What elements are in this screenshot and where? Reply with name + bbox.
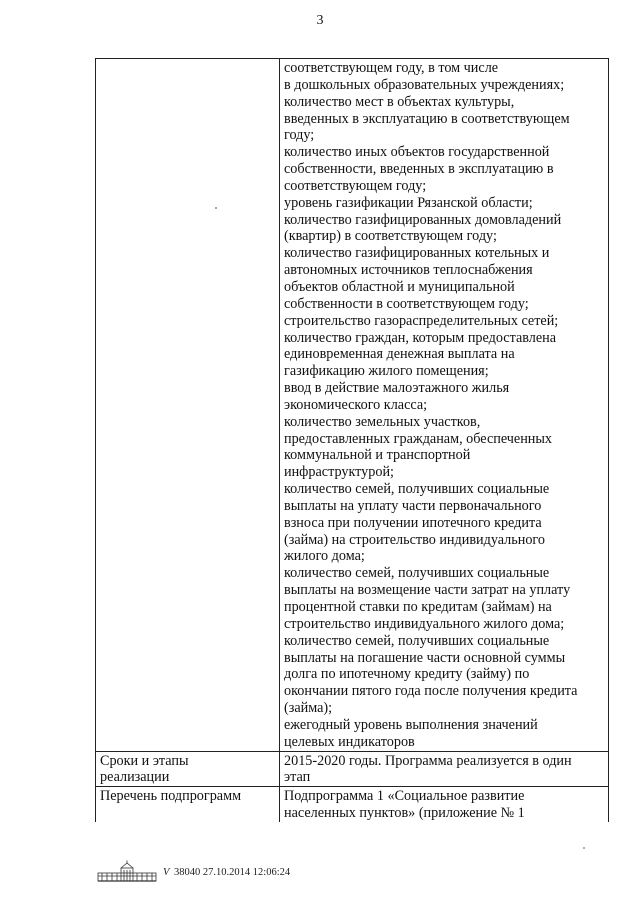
row-content-line: целевых индикаторов [284,733,415,750]
row-label-cell [96,751,280,787]
row-content-cell [280,787,609,822]
row-content-line: ввод в действие малоэтажного жилья [284,380,510,397]
page-number: 3 [316,13,324,28]
scan-speck [583,847,585,849]
row-content-line: ежегодный уровень выполнения значений [284,716,538,733]
row-content-line: строительство газораспределительных сетей; [284,312,559,329]
row-content-line: количество газифицированных домовладений [284,211,562,228]
row-label-cell [96,59,280,752]
row-content-line: автономных источников теплоснабжения [284,262,533,279]
row-content-line: единовременная денежная выплата на [284,346,515,363]
row-content-line: количество семей, получивших социальные [284,565,550,582]
row-content-line: выплаты на уплату части первоначального [284,497,542,514]
row-content-line: собственности, введенных в эксплуатацию в [284,161,554,178]
row-content-line: предоставленных гражданам, обеспеченных [284,430,553,447]
row-content-line: количество иных объектов государственной [284,144,550,161]
document-stamp-text [163,867,290,882]
document-footer [97,860,290,882]
row-content-line: введенных в эксплуатацию в соответствующем [284,110,570,127]
row-content-line: уровень газификации Рязанской области; [284,194,533,211]
row-content-line: собственности в соответствующем году; [284,295,529,312]
row-content-line: инфраструктурой; [284,464,394,481]
row-content-line: выплаты на погашение части основной суммы [284,649,566,666]
row-content-line: жилого дома; [284,548,365,565]
row-content-line: соответствующем году; [284,177,427,194]
row-content-line: (займа) на строительство индивидуального [284,531,545,548]
row-content-line: количество газифицированных котельных и [284,245,550,262]
row-content-line: соответствующем году, в том числе [284,60,499,76]
row-content-line: 2015-2020 годы. Программа реализуется в один [284,752,572,769]
row-content-line: коммунальной и транспортной [284,447,471,464]
row-content-line: количество мест в объектах культуры, [284,93,515,110]
row-content-line: (квартир) в соответствующем году; [284,228,497,245]
government-building-icon [97,860,157,882]
row-label-line: Перечень подпрограмм [100,788,242,805]
row-content-line: в дошкольных образовательных учреждениях; [284,76,565,93]
row-label-line: реализации [100,769,170,786]
row-content-line: населенных пунктов» (приложение № 1 [284,805,525,822]
row-content-line: объектов областной и муниципальной [284,278,515,295]
row-content-line: году; [284,127,315,144]
row-content-line: выплаты на возмещение части затрат на уплату [284,582,571,599]
row-content-line: количество семей, получивших социальные [284,481,550,498]
row-label-line: Сроки и этапы [100,752,189,769]
table-row [96,787,609,822]
registration-number: 38040 [174,867,201,878]
footer-sign: V [163,867,170,878]
row-content-cell [280,59,609,752]
table-row [96,59,609,752]
row-content-cell [280,751,609,787]
row-content-line: количество граждан, которым предоставлена [284,329,557,346]
row-label-cell [96,787,280,822]
row-content-line: Подпрограмма 1 «Социальное развитие [284,788,525,805]
row-content-line: экономического класса; [284,396,428,413]
row-content-line: окончании пятого года после получения кредита [284,683,578,700]
table-row [96,751,609,787]
row-content-line: процентной ставки по кредитам (займам) на [284,599,552,615]
passport-table [95,58,609,822]
row-content-line: строительство индивидуального жилого дома; [284,615,565,632]
row-content-line: количество земельных участков, [284,413,481,430]
row-content-line: взноса при получении ипотечного кредита [284,514,542,531]
row-content-line: долга по ипотечному кредиту (займу) по [284,666,530,683]
row-content-line: количество семей, получивших социальные [284,632,550,649]
row-content-line: этап [284,769,311,786]
row-content-line: (займа); [284,700,333,717]
registration-datetime: 27.10.2014 12:06:24 [202,867,291,878]
row-content-line: газификацию жилого помещения; [284,363,489,380]
